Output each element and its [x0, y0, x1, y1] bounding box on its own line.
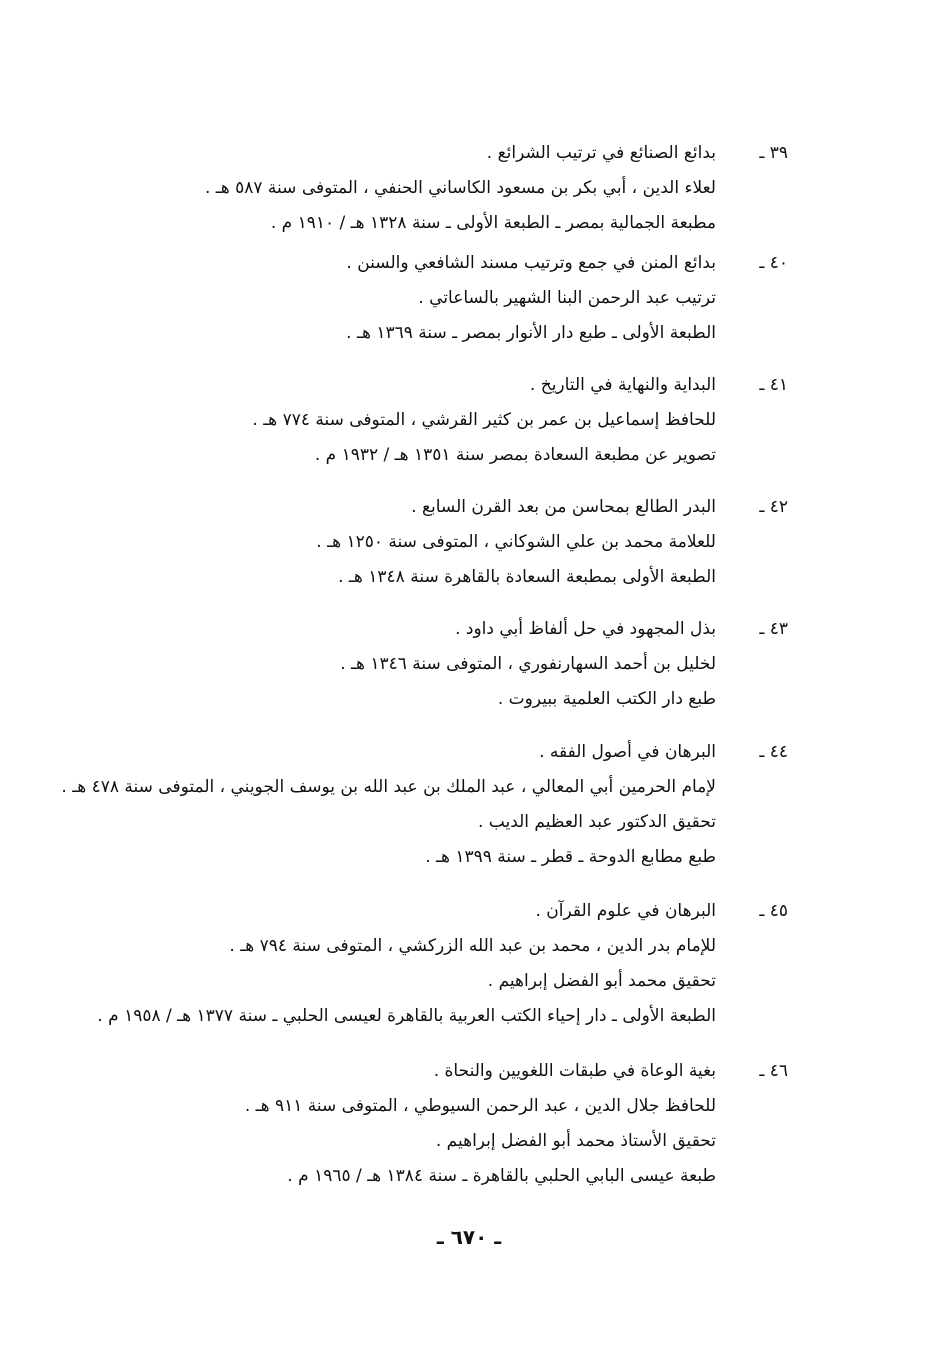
entry-edition: الطبعة الأولى بمطبعة السعادة بالقاهرة سنة ١٣٤٨ هـ .: [338, 567, 716, 587]
entry-edition: طبعة عيسى البابي الحلبي بالقاهرة ـ سنة ١٣٨٤ هـ / ١٩٦٥ م .: [287, 1166, 716, 1186]
entry-number: ٤٢ ـ: [759, 497, 788, 517]
entry-edition: طبع دار الكتب العلمية ببيروت .: [497, 689, 716, 709]
entry-number: ٣٩ ـ: [759, 143, 788, 163]
entry-title: البداية والنهاية في التاريخ .: [529, 375, 716, 395]
entry-title: البرهان في علوم القرآن .: [535, 901, 716, 921]
entry-edition: مطبعة الجمالية بمصر ـ الطبعة الأولى ـ سنة ١٣٢٨ هـ / ١٩١٠ م .: [270, 213, 716, 233]
entry-number: ٤١ ـ: [759, 375, 788, 395]
entry-author: لعلاء الدين ، أبي بكر بن مسعود الكاساني الحنفي ، المتوفى سنة ٥٨٧ هـ .: [204, 178, 716, 198]
entry-editor: تحقيق الأستاذ محمد أبو الفضل إبراهيم .: [435, 1131, 716, 1151]
entry-author: للحافظ جلال الدين ، عبد الرحمن السيوطي ، المتوفى سنة ٩١١ هـ .: [244, 1096, 716, 1116]
entry-number: ٤٣ ـ: [759, 619, 788, 639]
entry-author: للعلامة محمد بن علي الشوكاني ، المتوفى سنة ١٢٥٠ هـ .: [316, 532, 716, 552]
entry-title: بدائع المنن في جمع وترتيب مسند الشافعي والسنن .: [346, 253, 716, 273]
entry-number: ٤٤ ـ: [759, 742, 788, 762]
entry-title: بغية الوعاة في طبقات اللغويين والنحاة .: [433, 1061, 716, 1081]
entry-title: بدائع الصنائع في ترتيب الشرائع .: [486, 143, 716, 163]
entry-author: لخليل بن أحمد السهارنفوري ، المتوفى سنة ١٣٤٦ هـ .: [340, 654, 716, 674]
entry-title: بذل المجهود في حل ألفاظ أبي داود .: [455, 619, 716, 639]
page-number: ـ ٦٧٠ ـ: [436, 1225, 502, 1249]
entry-number: ٤٦ ـ: [759, 1061, 788, 1081]
entry-author: ترتيب عبد الرحمن البنا الشهير بالساعاتي .: [418, 288, 716, 308]
entry-edition: طبع مطابع الدوحة ـ قطر ـ سنة ١٣٩٩ هـ .: [425, 847, 716, 867]
entry-title: البدر الطالع بمحاسن من بعد القرن السابع .: [411, 497, 716, 517]
entry-author: للحافظ إسماعيل بن عمر بن كثير القرشي ، المتوفى سنة ٧٧٤ هـ .: [252, 410, 716, 430]
entry-edition: الطبعة الأولى ـ طبع دار الأنوار بمصر ـ سنة ١٣٦٩ هـ .: [346, 323, 716, 343]
entry-edition: تصوير عن مطبعة السعادة بمصر سنة ١٣٥١ هـ / ١٩٣٢ م .: [314, 445, 716, 465]
entry-number: ٤٥ ـ: [759, 901, 788, 921]
entry-author: للإمام بدر الدين ، محمد بن عبد الله الزركشي ، المتوفى سنة ٧٩٤ هـ .: [229, 936, 716, 956]
entry-number: ٤٠ ـ: [759, 253, 788, 273]
entry-author: لإمام الحرمين أبي المعالي ، عبد الملك بن عبد الله بن يوسف الجويني ، المتوفى سنة ٤٧٨ هـ .: [61, 777, 716, 797]
entry-edition: الطبعة الأولى ـ دار إحياء الكتب العربية بالقاهرة لعيسى الحلبي ـ سنة ١٣٧٧ هـ / ١٩٥٨ م .: [97, 1006, 716, 1026]
entry-editor: تحقيق الدكتور عبد العظيم الديب .: [477, 812, 716, 832]
entry-editor: تحقيق محمد أبو الفضل إبراهيم .: [487, 971, 716, 991]
entry-title: البرهان في أصول الفقه .: [539, 742, 716, 762]
